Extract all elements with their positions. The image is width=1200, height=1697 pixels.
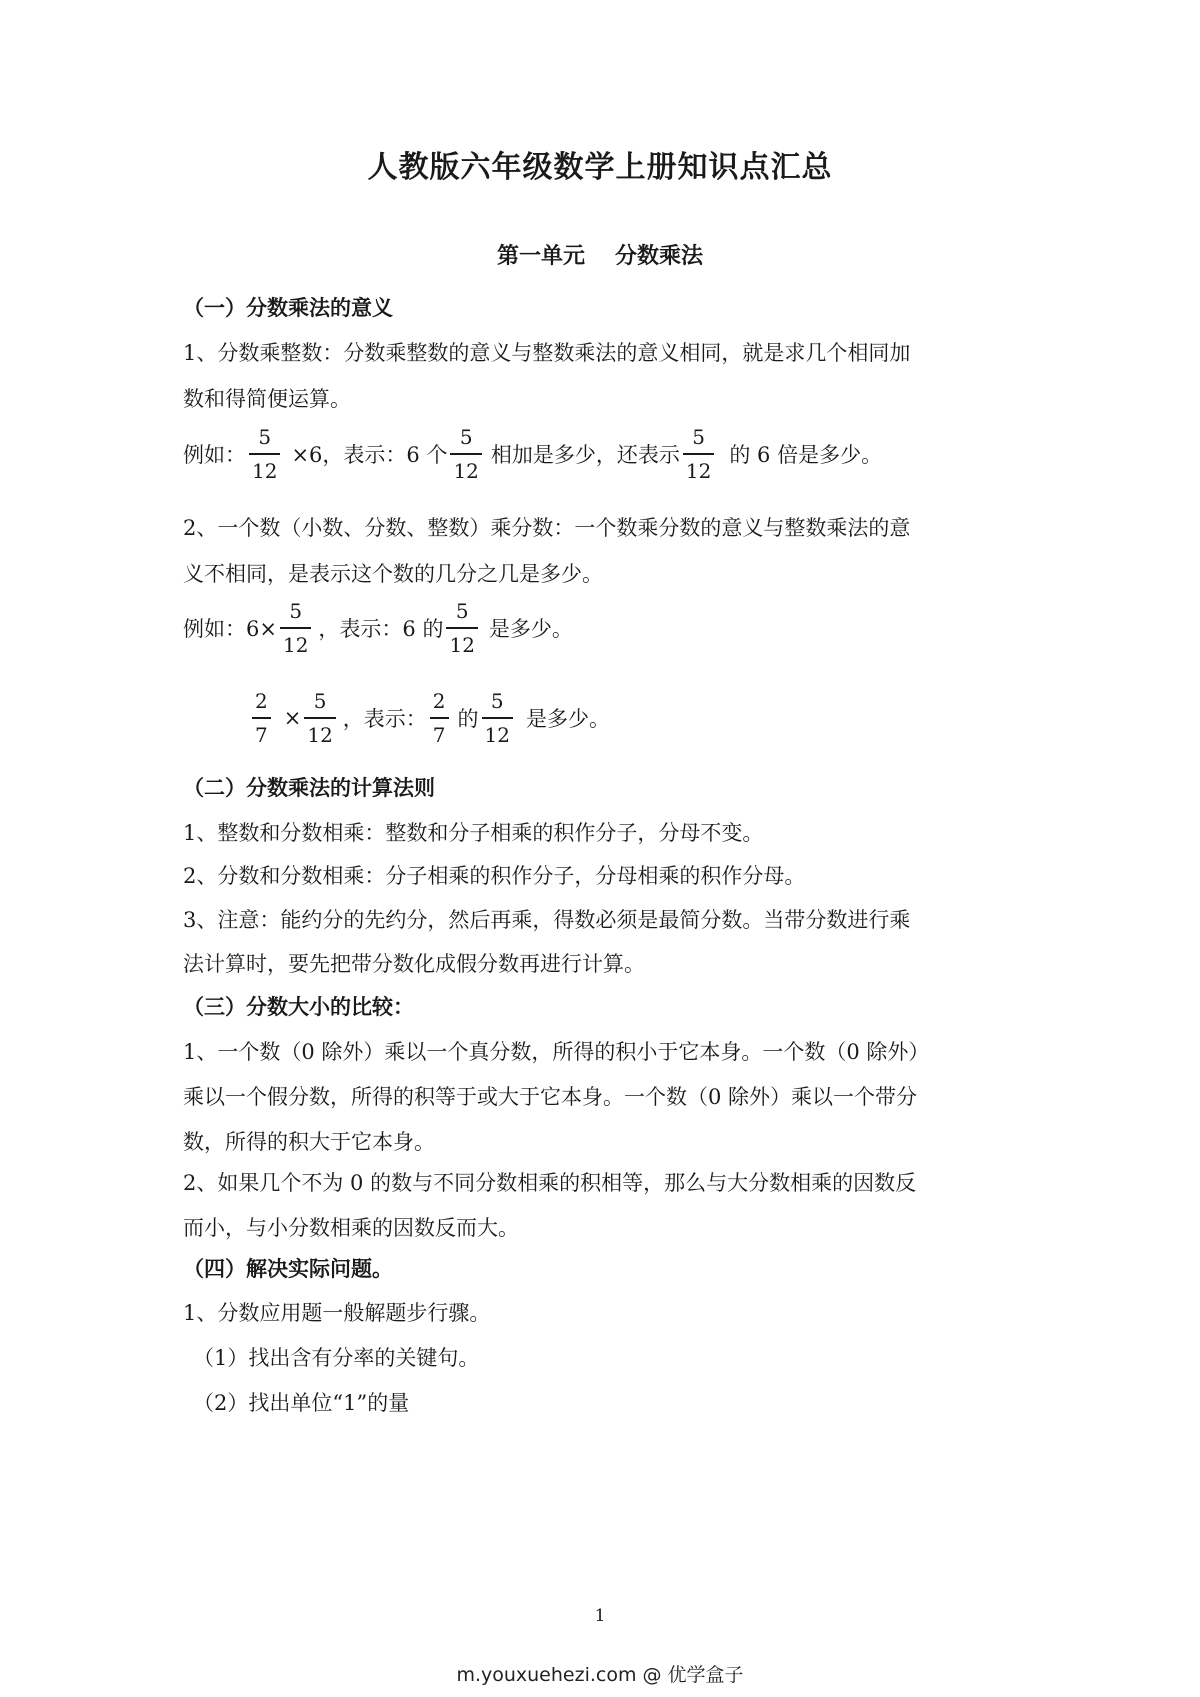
watermark: m.youxuehezi.com @ 优学盒子 [456,1664,744,1686]
sec2-rule1: 1、整数和分数相乘：整数和分子相乘的积作分子，分母不变。 [183,821,764,845]
fraction-5-12: $\frac{5}{12}$ [249,427,280,481]
sec3-c2-line1: 2、如果几个不为 0 的数与不同分数相乘的积相等，那么与大分数相乘的因数反 [183,1171,917,1195]
sec2-rule3-line2: 法计算时，要先把带分数化成假分数再进行计算。 [183,952,645,976]
fraction-5-12: $\frac{5}{12}$ [450,427,481,481]
sec1-para1-line1: 1、分数乘整数：分数乘整数的意义与整数乘法的意义相同，就是求几个相同加 [183,341,911,365]
example-3-mid: ，表示： [342,706,427,731]
sec2-rule3-line1: 3、注意：能约分的先约分，然后再乘，得数必须是最简分数。当带分数进行乘 [183,908,911,932]
example-1-mid: 相加是多少，还表示 [490,442,680,467]
fraction-5-12: $\frac{5}{12}$ [482,691,513,745]
sec4-step1a: （1）找出含有分率的关键句。 [193,1346,480,1370]
fraction-2-7: $\frac{2}{7}$ [252,691,271,745]
example-2-prefix: 例如：6× [183,616,277,641]
fraction-5-12: $\frac{5}{12}$ [446,601,477,655]
example-3-end: 是多少。 [525,706,610,731]
example-2 [183,601,573,655]
fraction-5-12: $\frac{5}{12}$ [280,601,311,655]
example-1-times: ×6，表示：6 个 [291,442,448,467]
example-3-of: 的 [457,706,479,731]
sec3-c2-line2: 而小，与小分数相乘的因数反而大。 [183,1216,519,1240]
section-1-heading: （一）分数乘法的意义 [183,295,393,320]
section-4-heading: （四）解决实际问题。 [183,1256,393,1281]
example-3 [249,691,610,745]
sec3-c1-line2: 乘以一个假分数，所得的积等于或大于它本身。一个数（0 除外）乘以一个带分 [183,1085,918,1109]
sec4-step1: 1、分数应用题一般解题步行骤。 [183,1301,491,1325]
sec1-para1-line2: 数和得简便运算。 [183,387,351,411]
example-1 [183,427,882,481]
document-title: 人教版六年级数学上册知识点汇总 [367,150,833,185]
sec1-para2-line2: 义不相同，是表示这个数的几分之几是多少。 [183,562,603,586]
example-2-mid: ，表示：6 的 [318,616,444,641]
section-2-heading: （二）分数乘法的计算法则 [183,775,435,800]
unit-name: 分数乘法 [615,243,704,269]
sec4-step1b: （2）找出单位“1”的量 [193,1391,410,1415]
example-1-prefix: 例如： [183,442,246,467]
example-1-end: 的 6 倍是多少。 [729,442,883,467]
page-number: 1 [594,1606,606,1626]
sec2-rule2: 2、分数和分数相乘：分子相乘的积作分子，分母相乘的积作分母。 [183,864,806,888]
fraction-5-12: $\frac{5}{12}$ [304,691,335,745]
unit-number: 第一单元 [496,243,585,269]
sec3-c1-line1: 1、一个数（0 除外）乘以一个真分数，所得的积小于它本身。一个数（0 除外） [183,1040,930,1064]
sec1-para2-line1: 2、一个数（小数、分数、整数）乘分数：一个数乘分数的意义与整数乘法的意 [183,516,911,540]
fraction-5-12: $\frac{5}{12}$ [683,427,714,481]
section-3-heading: （三）分数大小的比较： [183,994,414,1019]
fraction-2-7: $\frac{2}{7}$ [430,691,449,745]
example-2-end: 是多少。 [488,616,573,641]
unit-heading [0,239,1200,270]
sec3-c1-line3: 数，所得的积大于它本身。 [183,1130,435,1154]
times-sign: × [283,705,302,730]
